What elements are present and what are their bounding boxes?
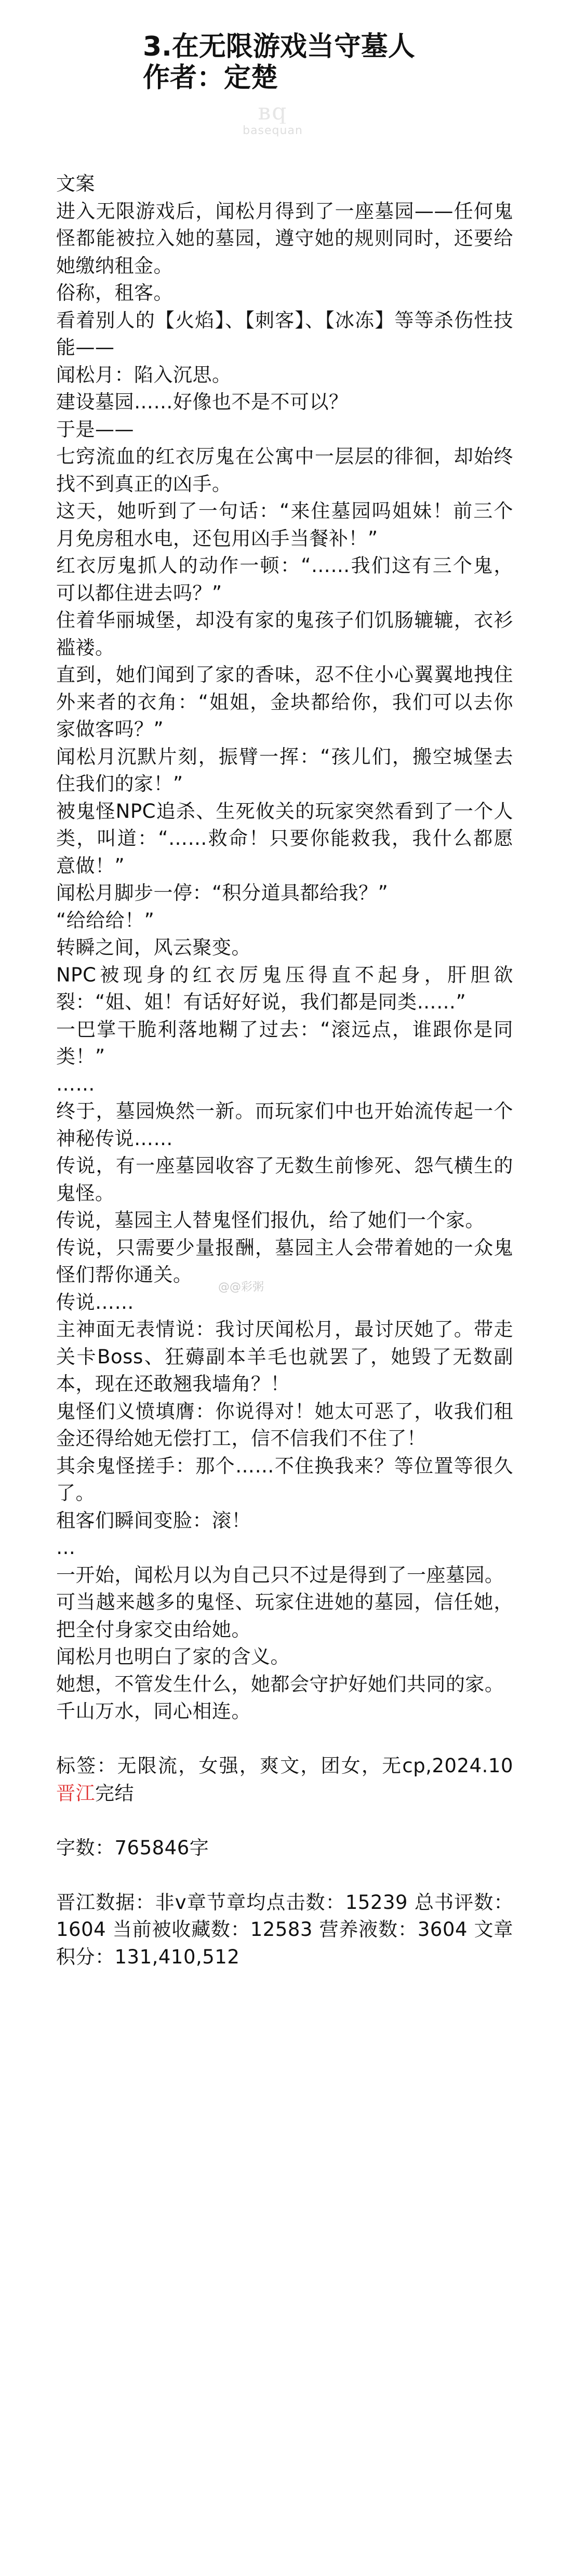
- book-title: 3.在无限游戏当守墓人: [143, 31, 415, 62]
- synopsis-line: 被鬼怪NPC追杀、生死攸关的玩家突然看到了一个人类，叫道：“……救命！只要你能救我，我什么都愿意做！”: [56, 800, 513, 877]
- synopsis-line: 红衣厉鬼抓人的动作一顿：“……我们这有三个鬼，可以都住进去吗？”: [56, 554, 513, 604]
- synopsis-line: 她想，不管发生什么，她都会守护好她们共同的家。: [56, 1672, 504, 1695]
- synopsis-line: 一开始，闻松月以为自己只不过是得到了一座墓园。: [56, 1563, 504, 1586]
- synopsis-line: 可当越来越多的鬼怪、玩家住进她的墓园，信任她，把全付身家交由给她。: [56, 1591, 513, 1641]
- synopsis-line: 看着别人的【火焰】、【刺客】、【冰冻】等等杀伤性技能——: [56, 309, 513, 358]
- synopsis-line: 建设墓园……好像也不是不可以？: [56, 391, 349, 413]
- tags-line: [56, 1752, 513, 1807]
- tags-text: 标签：无限流，女强，爽文，团女，无cp,2024.10: [56, 1755, 513, 1777]
- synopsis-line: 于是——: [56, 418, 134, 441]
- synopsis-line: 文案: [56, 172, 95, 195]
- book-author: 作者：定楚: [143, 62, 278, 94]
- synopsis-line: “给给给！”: [56, 909, 155, 932]
- synopsis-line: 直到，她们闻到了家的香味，忍不住小心翼翼地拽住外来者的衣角：“姐姐，金块都给你，我们可以去你家做客吗？”: [56, 663, 513, 740]
- synopsis-line: 闻松月也明白了家的含义。: [56, 1645, 290, 1668]
- synopsis-line: 传说，只需要少量报酬，墓园主人会带着她的一众鬼怪们帮你通关。: [56, 1236, 513, 1286]
- synopsis-line: 闻松月沉默片刻，振臂一挥：“孩儿们，搬空城堡去住我们的家！”: [56, 745, 513, 795]
- watermark-monogram: [205, 99, 340, 127]
- watermark-logo: [205, 99, 340, 137]
- watermark-handle: @@彩粥: [218, 1281, 264, 1294]
- synopsis-line: 鬼怪们义愤填膺：你说得对！她太可恶了，收我们租金还得给她无偿打工，信不信我们不住了！: [56, 1400, 513, 1450]
- tags-status: 完结: [95, 1782, 134, 1804]
- watermark-monogram-icon: [239, 99, 306, 124]
- synopsis-line: 闻松月：陷入沉思。: [56, 363, 232, 386]
- synopsis-line: 终于，墓园焕然一新。而玩家们中也开始流传起一个神秘传说……: [56, 1100, 513, 1150]
- synopsis-line: 租客们瞬间变脸：滚！: [56, 1509, 251, 1532]
- synopsis-line: 传说，有一座墓园收容了无数生前惨死、怨气横生的鬼怪。: [56, 1154, 513, 1204]
- site-stats: 晋江数据：非v章节章均点击数：15239 总书评数：1604 当前被收藏数：12583 营养液数：3604 文章积分：131,410,512: [56, 1891, 513, 1968]
- synopsis-line: …: [56, 1536, 76, 1559]
- synopsis-line: 其余鬼怪搓手：那个……不住换我来？等位置等很久了。: [56, 1454, 513, 1504]
- synopsis-line: 转瞬之间，风云聚变。: [56, 936, 251, 959]
- synopsis-line: 闻松月脚步一停：“积分道具都给我？”: [56, 882, 389, 904]
- spacer: [56, 1725, 513, 1753]
- synopsis-line: 传说，墓园主人替鬼怪们报仇，给了她们一个家。: [56, 1209, 485, 1231]
- svg-text:ʙq: ʙq: [258, 99, 288, 124]
- synopsis-line: 一巴掌干脆利落地糊了过去：“滚远点，谁跟你是同类！”: [56, 1018, 513, 1068]
- spacer: [56, 1807, 513, 1835]
- synopsis-line: 住着华丽城堡，却没有家的鬼孩子们饥肠辘辘，衣衫褴褛。: [56, 609, 513, 659]
- synopsis: [56, 170, 513, 1971]
- synopsis-line: 进入无限游戏后，闻松月得到了一座墓园——任何鬼怪都能被拉入她的墓园，遵守她的规则同时，还要给她缴纳租金。: [56, 200, 513, 277]
- tags-site: 晋江: [56, 1782, 95, 1804]
- synopsis-line: 传说……: [56, 1291, 134, 1313]
- synopsis-line: 这天，她听到了一句话：“来住墓园吗姐妹！前三个月免房租水电，还包用凶手当餐补！”: [56, 500, 513, 550]
- synopsis-line: 俗称，租客。: [56, 282, 173, 304]
- synopsis-line: 七窍流血的红衣厉鬼在公寓中一层层的徘徊，却始终找不到真正的凶手。: [56, 445, 513, 495]
- synopsis-line: 主神面无表情说：我讨厌闻松月，最讨厌她了。带走关卡Boss、狂薅副本羊毛也就罢了，她毁了无数副本，现在还敢翘我墙角？！: [56, 1318, 513, 1395]
- watermark-text: basequan: [243, 124, 303, 137]
- book-header: [143, 31, 506, 94]
- synopsis-line: ……: [56, 1072, 95, 1095]
- synopsis-line: 千山万水，同心相连。: [56, 1700, 251, 1722]
- synopsis-line: NPC被现身的红衣厉鬼压得直不起身，肝胆欲裂：“姐、姐！有话好好说，我们都是同类……”: [56, 963, 513, 1013]
- word-count: 字数：765846字: [56, 1836, 209, 1859]
- spacer: [56, 1862, 513, 1889]
